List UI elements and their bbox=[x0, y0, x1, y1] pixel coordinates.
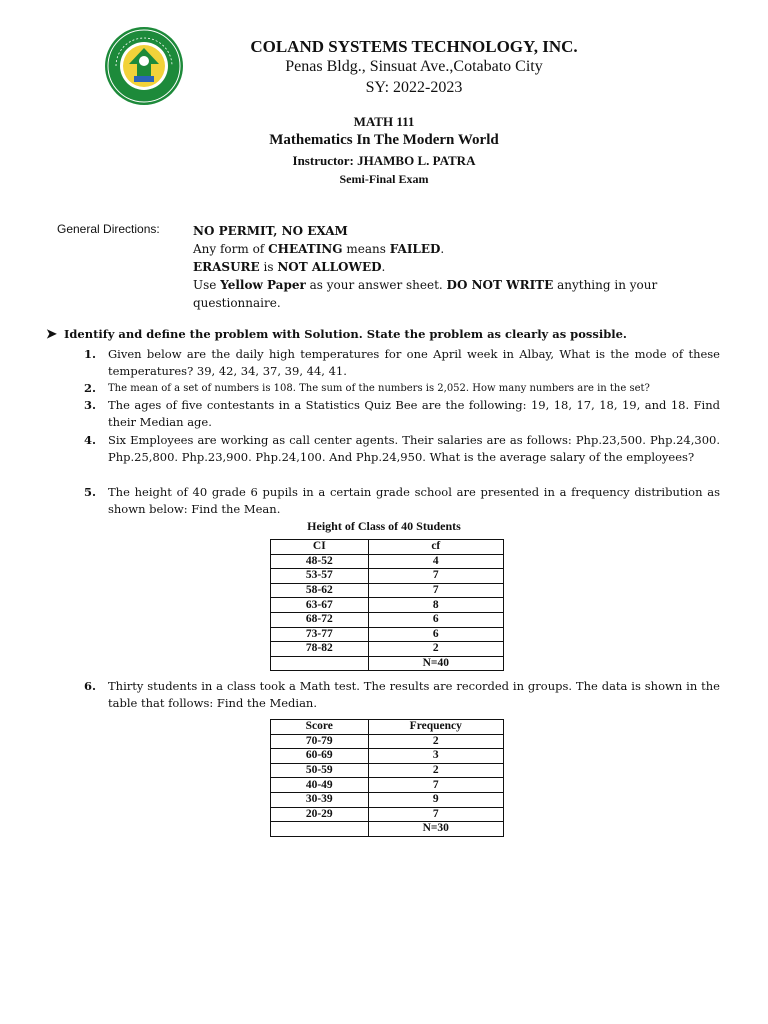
course-code: MATH 111 bbox=[353, 114, 415, 129]
course-title: Mathematics In The Modern World bbox=[269, 132, 499, 148]
directions-line-1: NO PERMIT, NO EXAM bbox=[193, 224, 348, 238]
arrow-bullet-icon: ➤ bbox=[46, 327, 57, 342]
question-1: 1. Given below are the daily high temperatures for one April week in Albay, What is the mode of these temperatures? 39, 42, 34, 37, 39, 44, 41. bbox=[84, 347, 720, 378]
table-row bbox=[271, 554, 504, 569]
instructor: Instructor: JHAMBO L. PATRA bbox=[292, 153, 476, 168]
table-cell-value: 7 bbox=[368, 583, 503, 598]
directions bbox=[193, 222, 713, 312]
table-row bbox=[271, 734, 504, 749]
instruction bbox=[46, 327, 736, 342]
question-4: 4. Six Employees are working as call center agents. Their salaries are as follows: Php.23,500. Php.24,300. Php.25,800. Php.23,900. Php.24,100. And Php.24,950. What is the average salary of the employees? bbox=[84, 433, 720, 464]
table-cell-class: 20-29 bbox=[271, 807, 369, 822]
table-row bbox=[271, 583, 504, 598]
table-row bbox=[271, 642, 504, 657]
frequency-table-heights bbox=[270, 539, 504, 671]
table-cell-class: 50-59 bbox=[271, 763, 369, 778]
table-row bbox=[271, 569, 504, 584]
table-cell-value: 9 bbox=[368, 792, 503, 807]
question-2: 2. The mean of a set of numbers is 108. The sum of the numbers is 2,052. How many numbers are in the set? bbox=[84, 381, 650, 395]
table-cell-value: 7 bbox=[368, 778, 503, 793]
table-cell-class bbox=[271, 822, 369, 837]
table-cell-class: 53-57 bbox=[271, 569, 369, 584]
table-cell-value: 2 bbox=[368, 734, 503, 749]
exam-title: Semi-Final Exam bbox=[339, 172, 429, 186]
table-cell-class: 60-69 bbox=[271, 749, 369, 764]
table-row bbox=[271, 792, 504, 807]
table-row bbox=[271, 612, 504, 627]
table-cell-class: Score bbox=[271, 720, 369, 735]
table-cell-value: 2 bbox=[368, 642, 503, 657]
table-cell-class: 68-72 bbox=[271, 612, 369, 627]
table-header-row bbox=[271, 540, 504, 555]
table-row bbox=[271, 656, 504, 671]
question-3: 3. The ages of five contestants in a Statistics Quiz Bee are the following: 19, 18, 17, 18, 19, and 18. Find their Median age. bbox=[84, 398, 720, 429]
table-header-row bbox=[271, 720, 504, 735]
table-cell-value: 6 bbox=[368, 612, 503, 627]
table-cell-class: 63-67 bbox=[271, 598, 369, 613]
table-cell-value: 4 bbox=[368, 554, 503, 569]
table-cell-class: 78-82 bbox=[271, 642, 369, 657]
directions-label: General Directions: bbox=[57, 222, 160, 236]
table-cell-value: 7 bbox=[368, 807, 503, 822]
directions-line-2: Any form of CHEATING means FAILED. bbox=[193, 242, 445, 256]
table-row bbox=[271, 763, 504, 778]
table-cell-value: 2 bbox=[368, 763, 503, 778]
school-address: Penas Bldg., Sinsuat Ave.,Cotabato City bbox=[285, 58, 543, 75]
table1-caption: Height of Class of 40 Students bbox=[307, 519, 461, 533]
table-cell-class: 70-79 bbox=[271, 734, 369, 749]
question-5: 5. The height of 40 grade 6 pupils in a certain grade school are presented in a frequency distribution as shown below: Find the Mean. bbox=[84, 485, 720, 516]
table-row bbox=[271, 598, 504, 613]
table-row bbox=[271, 749, 504, 764]
table-cell-class bbox=[271, 656, 369, 671]
table-cell-class: 48-52 bbox=[271, 554, 369, 569]
table-cell-class: 30-39 bbox=[271, 792, 369, 807]
table-row bbox=[271, 627, 504, 642]
instruction-text: Identify and define the problem with Solution. State the problem as clearly as possible. bbox=[64, 327, 627, 341]
table-cell-class: CI bbox=[271, 540, 369, 555]
directions-line-4: Use Yellow Paper as your answer sheet. DO NOT WRITE anything in your bbox=[193, 278, 658, 292]
question-6: 6. Thirty students in a class took a Math test. The results are recorded in groups. The data is shown in the table that follows: Find the Median. bbox=[84, 679, 720, 710]
table-cell-value: Frequency bbox=[368, 720, 503, 735]
school-name: COLAND SYSTEMS TECHNOLOGY, INC. bbox=[250, 37, 578, 56]
table-row bbox=[271, 822, 504, 837]
table-cell-class: 40-49 bbox=[271, 778, 369, 793]
directions-line-5: questionnaire. bbox=[193, 296, 281, 310]
table-cell-class: 58-62 bbox=[271, 583, 369, 598]
table-row bbox=[271, 807, 504, 822]
table-cell-value: 7 bbox=[368, 569, 503, 584]
table-row bbox=[271, 778, 504, 793]
school-year: SY: 2022-2023 bbox=[365, 79, 463, 96]
table-cell-value: cf bbox=[368, 540, 503, 555]
table-cell-class: 73-77 bbox=[271, 627, 369, 642]
table-cell-value: 8 bbox=[368, 598, 503, 613]
table-cell-value: N=40 bbox=[368, 656, 503, 671]
table-cell-value: N=30 bbox=[368, 822, 503, 837]
frequency-table-scores bbox=[270, 719, 504, 837]
table-cell-value: 6 bbox=[368, 627, 503, 642]
table-cell-value: 3 bbox=[368, 749, 503, 764]
directions-line-3: ERASURE is NOT ALLOWED. bbox=[193, 260, 386, 274]
